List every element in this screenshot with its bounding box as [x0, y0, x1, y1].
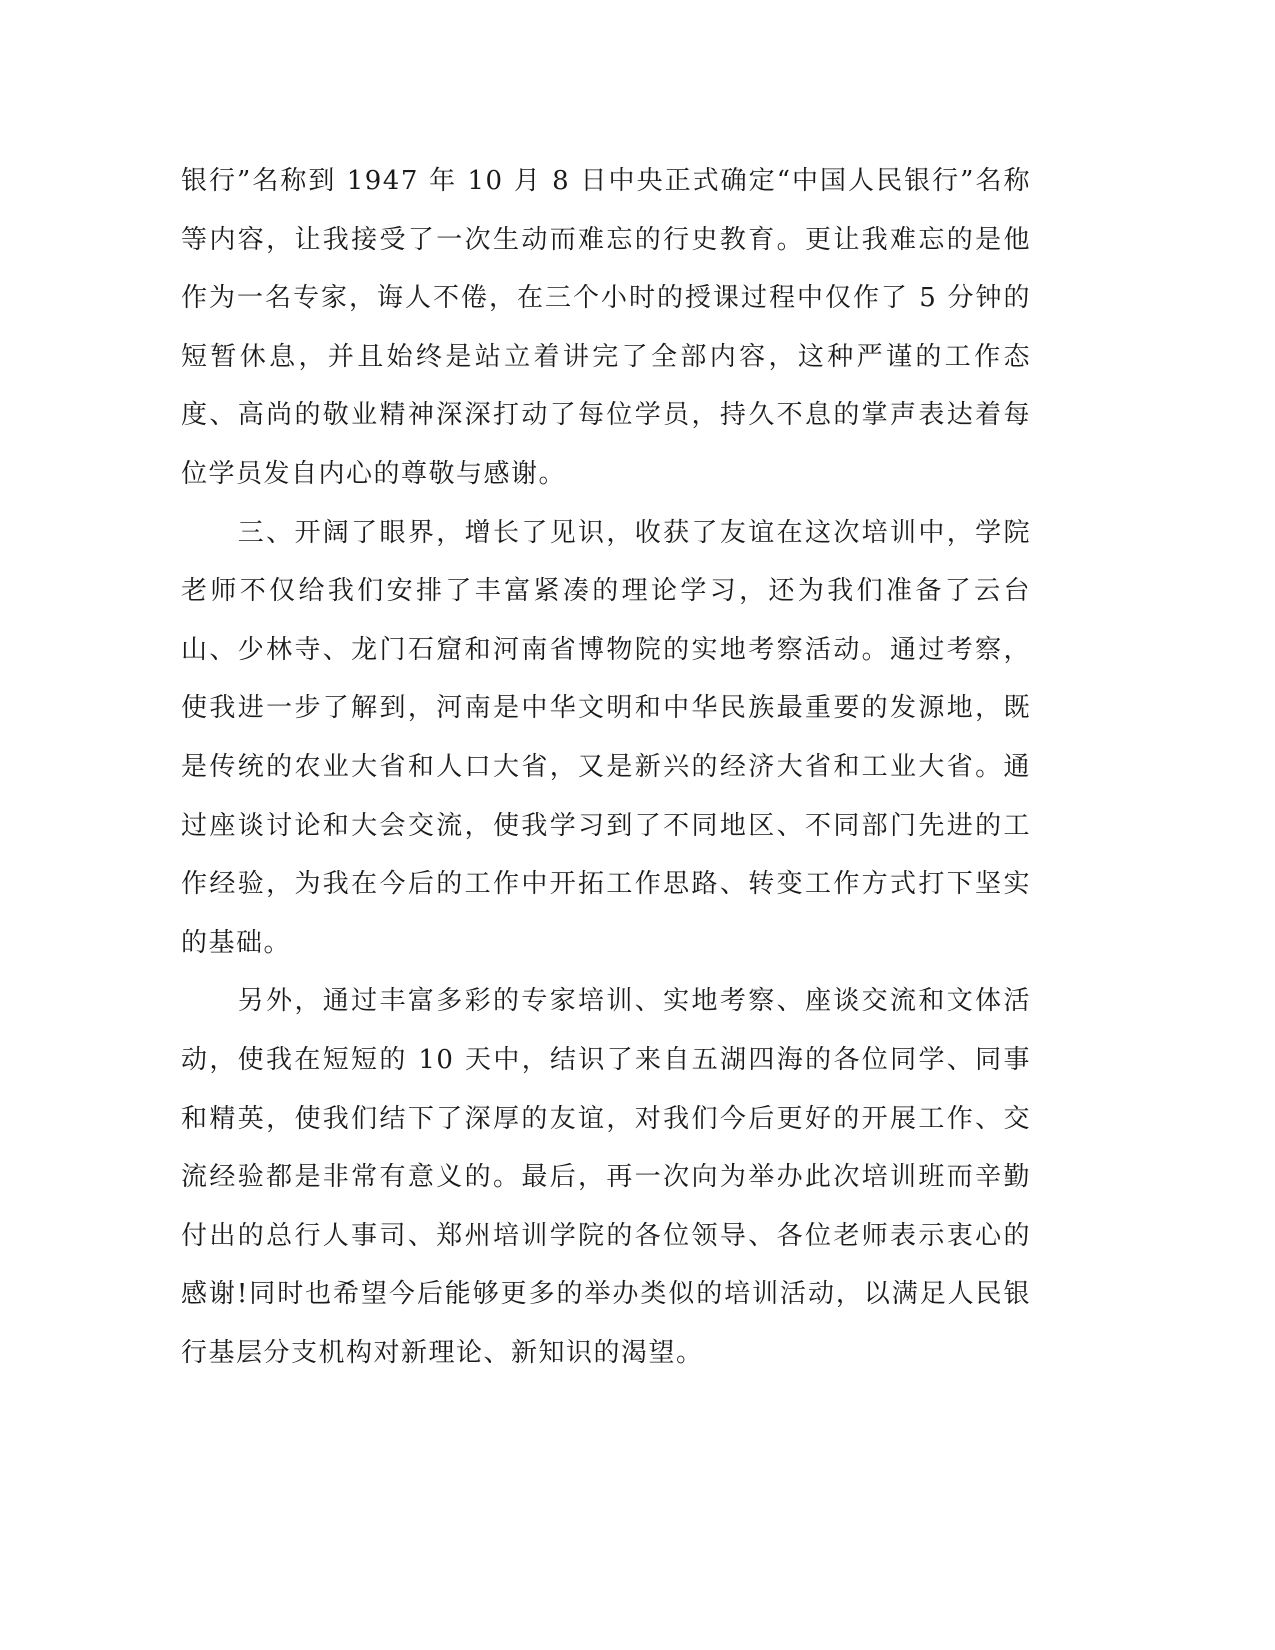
- document-body: [181, 152, 1031, 1382]
- paragraph-3: 另外，通过丰富多彩的专家培训、实地考察、座谈交流和文体活动，使我在短短的 10 天中，结识了来自五湖四海的各位同学、同事和精英，使我们结下了深厚的友谊，对我们今后更好的开展工作、交流经验都是非常有意义的。最后，再一次向为举办此次培训班而辛勤付出的总行人事司、郑州培训学院的各位领导、各位老师表示衷心的感谢!同时也希望今后能够更多的举办类似的培训活动，以满足人民银行基层分支机构对新理论、新知识的渴望。: [181, 986, 1031, 1368]
- paragraph-2: 三、开阔了眼界，增长了见识，收获了友谊在这次培训中，学院老师不仅给我们安排了丰富紧凑的理论学习，还为我们准备了云台山、少林寺、龙门石窟和河南省博物院的实地考察活动。通过考察，使我进一步了解到，河南是中华文明和中华民族最重要的发源地，既是传统的农业大省和人口大省，又是新兴的经济大省和工业大省。通过座谈讨论和大会交流，使我学习到了不同地区、不同部门先进的工作经验，为我在今后的工作中开拓工作思路、转变工作方式打下坚实的基础。: [181, 517, 1031, 958]
- paragraph-1: 银行”名称到 1947 年 10 月 8 日中央正式确定“中国人民银行”名称等内容，让我接受了一次生动而难忘的行史教育。更让我难忘的是他作为一名专家，诲人不倦，在三个小时的授课过程中仅作了 5 分钟的短暂休息，并且始终是站立着讲完了全部内容，这种严谨的工作态度、高尚的敬业精神深深打动了每位学员，持久不息的掌声表达着每位学员发自内心的尊敬与感谢。: [181, 166, 1031, 489]
